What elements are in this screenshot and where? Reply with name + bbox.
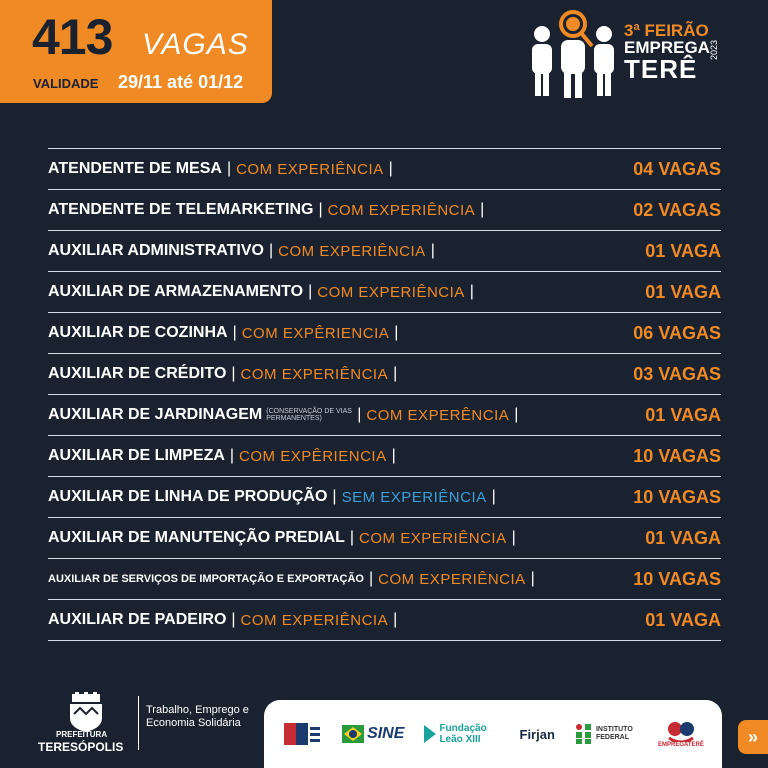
separator: | (469, 283, 474, 300)
vacancy-quantity: 10 VAGAS (633, 445, 721, 466)
partner-if-label: INSTITUTO FEDERAL (595, 726, 633, 741)
separator: | (391, 447, 396, 464)
job-row (48, 353, 721, 394)
job-info (48, 488, 501, 506)
separator: | (349, 529, 355, 546)
vagas-label: VAGAS (142, 28, 249, 61)
experience-requirement: COM EXPERIÊNCIA (240, 611, 389, 629)
vacancy-quantity: 04 VAGAS (633, 158, 721, 179)
job-title: AUXILIAR DE PADEIRO (48, 611, 227, 628)
validity-label: VALIDADE (33, 76, 99, 91)
job-info (48, 570, 540, 588)
job-row (48, 312, 721, 353)
vacancy-quantity: 01 VAGA (645, 404, 721, 425)
vacancy-quantity: 01 VAGA (645, 240, 721, 261)
separator: | (231, 365, 236, 382)
job-row (48, 517, 721, 558)
separator: | (430, 242, 435, 259)
experience-requirement: COM EXPERIÊNCIA (317, 283, 465, 301)
job-info (48, 406, 523, 424)
vacancy-quantity: 10 VAGAS (633, 486, 721, 507)
logo-edition: 3ª FEIRÃO (624, 21, 709, 40)
separator: | (393, 365, 398, 382)
separator: | (388, 160, 393, 177)
job-info (48, 447, 401, 465)
job-title: AUXILIAR DE JARDINAGEM (48, 406, 263, 423)
event-logo (526, 8, 726, 100)
logo-emprega: EMPREGA (624, 38, 710, 57)
job-title: AUXILIAR DE SERVIÇOS DE IMPORTAÇÃO E EXPORTAÇÃO (48, 573, 364, 585)
experience-requirement: COM EXPERIÊNCIA (327, 201, 476, 219)
separator: | (226, 160, 232, 177)
logo-year: 2023 (709, 39, 719, 60)
separator: | (232, 324, 237, 341)
experience-requirement: COM EXPERÊNCIA (366, 406, 510, 424)
job-row (48, 558, 721, 599)
department-name: Trabalho, Emprego e Economia Solidária (146, 704, 249, 729)
job-fair-people-icon (526, 8, 622, 100)
partner-sine (342, 725, 404, 743)
vacancy-quantity: 01 VAGA (645, 281, 721, 302)
experience-requirement: COM EXPÊRIENCIA (239, 447, 387, 465)
partner-instituto-federal (575, 723, 638, 745)
fundacao-icon (424, 725, 436, 743)
experience-requirement: COM EXPÊRIENCIA (241, 324, 390, 342)
double-chevron-right-icon: » (747, 726, 758, 747)
partner-tere-emprego (282, 719, 322, 749)
job-list (48, 148, 721, 641)
partner-emprega-tere (658, 720, 704, 748)
job-info (48, 529, 521, 547)
job-info (48, 283, 479, 301)
event-logo-text (624, 22, 710, 82)
vacancy-quantity: 01 VAGA (645, 527, 721, 548)
job-row (48, 271, 721, 312)
partner-firjan-label: Firjan (519, 726, 555, 742)
if-grid-icon (575, 723, 593, 745)
footer-divider (138, 696, 139, 750)
header-badge (0, 0, 272, 103)
job-info (48, 365, 402, 383)
separator: | (357, 406, 362, 423)
partner-logos (264, 700, 722, 768)
vacancy-quantity: 03 VAGAS (633, 363, 721, 384)
job-row (48, 230, 721, 271)
vacancy-quantity: 01 VAGA (645, 609, 721, 630)
job-row (48, 599, 721, 641)
vacancy-count: 413 (32, 9, 113, 65)
prefeitura-label: PREFEITURA (56, 730, 108, 739)
partner-sine-label: SINE (367, 725, 405, 742)
job-title: AUXILIAR ADMINISTRATIVO (48, 242, 264, 259)
job-row (48, 189, 721, 230)
job-info (48, 242, 440, 260)
logo-tere: TERÊ (624, 54, 698, 84)
separator: | (530, 570, 535, 587)
partner-fundacao (424, 723, 499, 745)
experience-requirement: COM EXPERIÊNCIA (378, 570, 526, 588)
separator: | (229, 447, 235, 464)
tere-logo-icon (282, 719, 322, 749)
separator: | (491, 488, 496, 505)
experience-requirement: SEM EXPERIÊNCIA (341, 488, 487, 506)
separator: | (393, 611, 398, 628)
sine-flag-icon (342, 725, 364, 743)
job-row (48, 476, 721, 517)
validity-dates: 29/11 até 01/12 (118, 72, 244, 92)
prefeitura-logo (38, 692, 138, 754)
job-info (48, 324, 403, 342)
experience-requirement: COM EXPERIÊNCIA (236, 160, 384, 178)
job-row (48, 435, 721, 476)
separator: | (318, 201, 323, 218)
experience-requirement: COM EXPERIÊNCIA (359, 529, 507, 547)
separator: | (368, 570, 374, 587)
job-note: (CONSERVAÇÃO DE VIAS PERMANENTES) (266, 408, 352, 422)
vacancy-quantity: 10 VAGAS (633, 568, 721, 589)
partner-firjan (520, 727, 555, 742)
partner-emprega-tere-label: EMPREGATERÊ (658, 742, 704, 748)
job-row (48, 394, 721, 435)
job-title: AUXILIAR DE ARMAZENAMENTO (48, 283, 304, 300)
separator: | (231, 611, 236, 628)
vacancy-quantity: 02 VAGAS (633, 199, 721, 220)
vacancy-quantity: 06 VAGAS (633, 322, 721, 343)
next-page-button[interactable] (738, 720, 768, 754)
separator: | (511, 529, 516, 546)
separator: | (394, 324, 399, 341)
job-info (48, 611, 402, 629)
separator: | (480, 201, 485, 218)
job-title: AUXILIAR DE COZINHA (48, 324, 228, 341)
job-title: ATENDENTE DE TELEMARKETING (48, 201, 314, 218)
emprega-tere-logo-icon (665, 720, 697, 742)
job-title: AUXILIAR DE LINHA DE PRODUÇÃO (48, 488, 328, 505)
job-row (48, 148, 721, 189)
separator: | (269, 242, 274, 259)
partner-fundacao-label: Fundação Leão XIII (439, 723, 487, 745)
experience-requirement: COM EXPERIÊNCIA (278, 242, 426, 260)
city-name: TERESÓPOLIS (38, 740, 124, 754)
job-title: AUXILIAR DE LIMPEZA (48, 447, 225, 464)
city-crest-icon (64, 692, 108, 732)
separator: | (514, 406, 519, 423)
job-title: ATENDENTE DE MESA (48, 160, 222, 177)
experience-requirement: COM EXPERIÊNCIA (240, 365, 389, 383)
separator: | (308, 283, 313, 300)
job-info (48, 201, 489, 219)
job-title: AUXILIAR DE CRÉDITO (48, 365, 227, 382)
separator: | (332, 488, 337, 505)
job-title: AUXILIAR DE MANUTENÇÃO PREDIAL (48, 529, 345, 546)
job-info (48, 160, 398, 178)
